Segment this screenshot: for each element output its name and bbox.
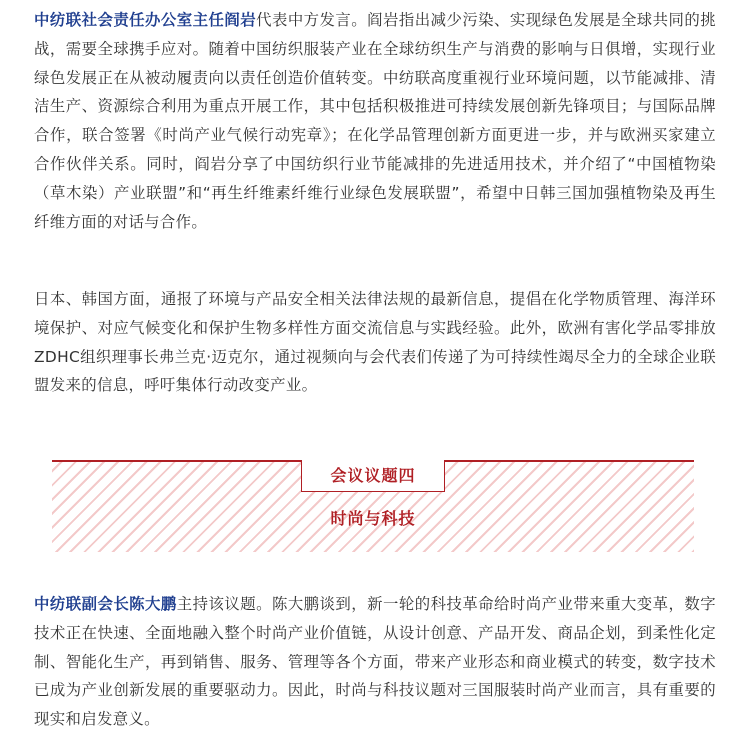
speaker-name: 中纺联副会长陈大鹏 <box>34 595 177 613</box>
banner-label-box <box>301 460 445 492</box>
banner-label: 会议议题四 <box>330 466 416 485</box>
paragraph-chen-dapeng <box>34 590 716 734</box>
paragraph-text: 主持该议题。陈大鹏谈到，新一轮的科技革命给时尚产业带来重大变革，数字技术正在快速、全面地融入整个时尚产业价值链，从设计创意、产品开发、商品企划，到柔性化定制、智能化生产，再到销售、服务、管理等各个方面，带来产业形态和商业模式的转变，数字技术已成为产业创新发展的重要驱动力。因此，时尚与科技议题对三国服装时尚产业而言，具有重要的现实和启发意义。 <box>34 595 717 729</box>
paragraph-text: 代表中方发言。阎岩指出减少污染、实现绿色发展是全球共同的挑战，需要全球携手应对。随着中国纺织服装产业在全球纺织生产与消费的影响与日俱增，实现行业绿色发展正在从被动履责向以责任创造价值转变。中纺联高度重视行业环境问题，以节能减排、清洁生产、资源综合利用为重点开展工作，其中包括积极推进可持续发展创新先锋项目；与国际品牌合作，联合签署《时尚产业气候行动宪章》；在化学品管理创新方面更进一步，并与欧洲买家建立合作伙伴关系。同时，阎岩分享了中国纺织行业节能减排的先进适用技术，并介绍了“中国植物染（草木染）产业联盟”和“再生纤维素纤维行业绿色发展联盟”，希望中日韩三国加强植物染及再生纤维方面的对话与合作。 <box>34 11 716 231</box>
paragraph-text: 日本、韩国方面，通报了环境与产品安全相关法律法规的最新信息，提倡在化学物质管理、海洋环境保护、对应气候变化和保护生物多样性方面交流信息与实践经验。此外，欧洲有害化学品零排放ZDHC组织理事长弗兰克·迈克尔，通过视频向与会代表们传递了为可持续性竭尽全力的全球企业联盟发来的信息，呼吁集体行动改变产业。 <box>34 290 716 395</box>
speaker-name: 中纺联社会责任办公室主任阎岩 <box>34 11 257 29</box>
paragraph-yan-yan <box>34 6 716 236</box>
paragraph-japan-korea <box>34 285 716 400</box>
section-banner <box>52 460 694 552</box>
banner-title: 时尚与科技 <box>330 509 416 528</box>
